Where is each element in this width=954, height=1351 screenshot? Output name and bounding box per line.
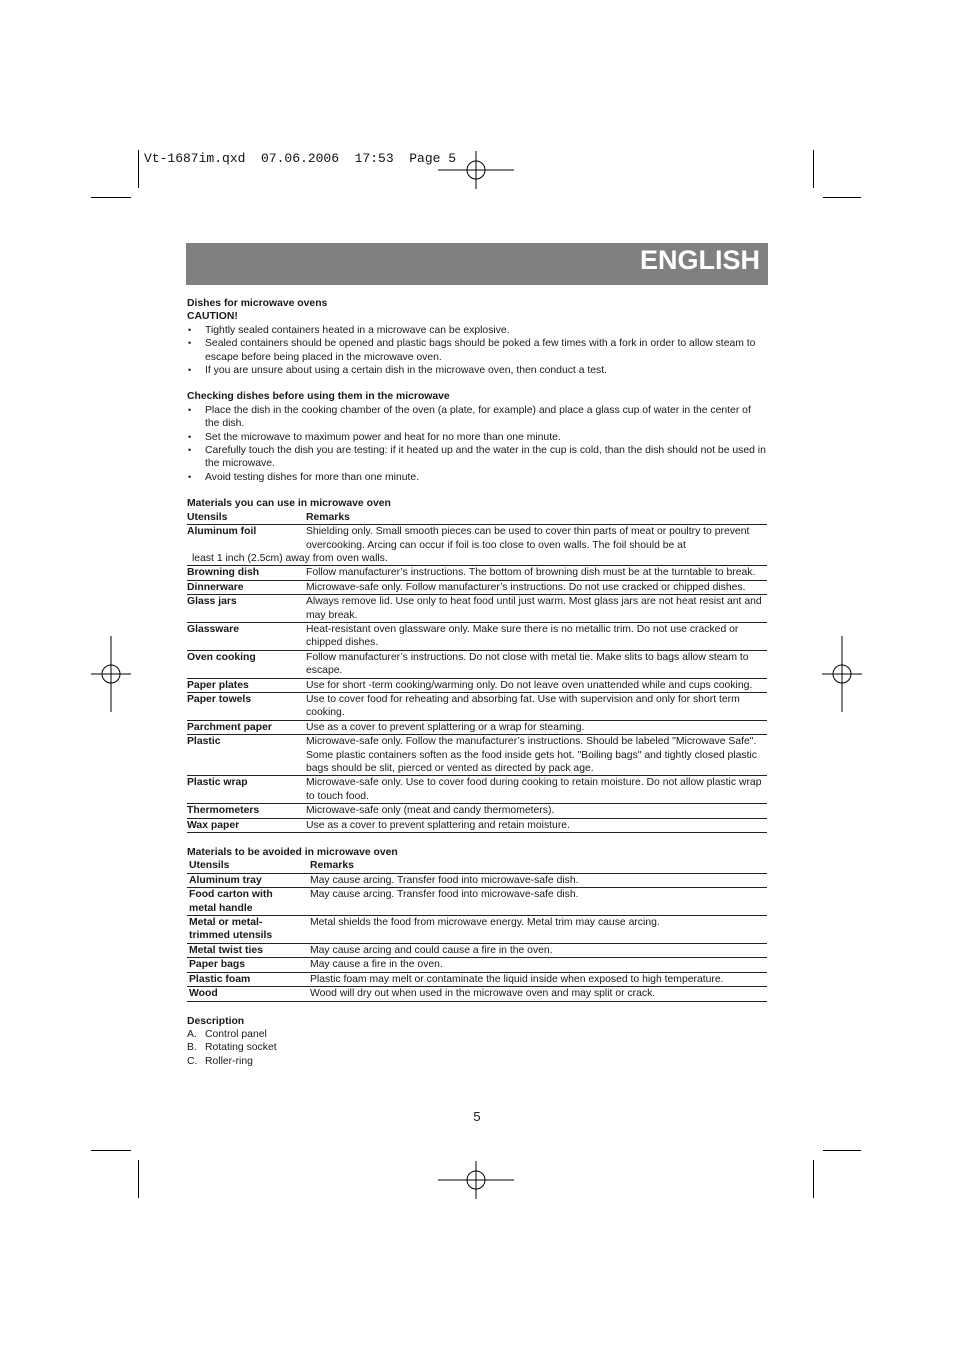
list-item: • Place the dish in the cooking chamber of the oven (a plate, for example) and place a glass cup of water in the center of the dish. <box>187 404 767 431</box>
remark-cell: May cause arcing. Transfer food into microwave-safe dish. <box>310 889 579 901</box>
remark-cell: Microwave-safe only. Follow manufacturer’s instructions. Do not use cracked or chipped dishes. <box>306 581 746 593</box>
utensil-cell: Metal twist ties <box>189 944 263 956</box>
table-row <box>187 678 767 692</box>
section-heading: Checking dishes before using them in the microwave <box>187 391 450 403</box>
utensil-cell: Aluminum tray <box>189 874 262 886</box>
registration-mark-icon <box>804 636 880 712</box>
registration-mark-icon <box>73 636 149 712</box>
list-item: • Tightly sealed containers heated in a microwave can be explosive. <box>187 324 767 337</box>
table-row <box>187 735 767 776</box>
caution-list <box>187 324 767 378</box>
section-heading: Description <box>187 1015 245 1027</box>
crop-mark <box>823 1150 861 1151</box>
table-row <box>187 580 767 594</box>
column-header-remarks: Remarks <box>310 860 354 872</box>
remark-cell: Heat-resistant oven glassware only. Make sure there is no metallic trim. Do not use cracked or chipped dishes. <box>306 623 739 649</box>
list-item <box>187 1055 767 1068</box>
crop-mark <box>138 1160 139 1198</box>
description-list <box>187 1028 767 1068</box>
table-row <box>187 943 767 957</box>
utensil-cell: Metal or metal-trimmed utensils <box>189 917 273 942</box>
utensil-cell: Oven cooking <box>187 651 256 663</box>
table-row <box>187 622 767 650</box>
remark-cell: Plastic foam may melt or contaminate the liquid inside when exposed to high temperature. <box>310 973 724 985</box>
utensil-cell: Glassware <box>187 623 239 635</box>
crop-mark <box>138 150 139 188</box>
utensil-cell: Wood <box>189 988 218 1000</box>
registration-mark-icon <box>438 132 514 208</box>
remark-cell: May cause a fire in the oven. <box>310 959 443 971</box>
item-text: Control panel <box>205 1028 267 1040</box>
remark-cell: Metal shields the food from microwave energy. Metal trim may cause arcing. <box>310 917 660 929</box>
remark-cell: Use for short -term cooking/warming only. Do not leave oven unattended while and cups cooking. <box>306 679 753 691</box>
remark-cell: Wood will dry out when used in the microwave oven and may split or crack. <box>310 988 656 1000</box>
table-row <box>187 873 767 887</box>
remark-cell: May cause arcing and could cause a fire in the oven. <box>310 944 553 956</box>
list-item: • If you are unsure about using a certain dish in the microwave oven, then conduct a test. <box>187 364 767 377</box>
registration-mark-icon <box>438 1142 514 1218</box>
utensil-cell: Plastic foam <box>189 973 251 985</box>
print-slug: Vt-1687im.qxd 07.06.2006 17:53 Page 5 <box>144 151 457 166</box>
crop-mark <box>91 1150 131 1151</box>
table-row <box>187 720 767 734</box>
utensil-cell: Parchment paper <box>187 721 272 733</box>
utensil-cell: Paper towels <box>187 693 252 705</box>
utensil-cell: Aluminum foil <box>187 526 257 538</box>
table-row <box>187 650 767 678</box>
table-row <box>187 525 767 566</box>
item-text: Rotating socket <box>205 1042 277 1054</box>
table-row <box>187 916 767 944</box>
utensil-cell: Food carton with metal handle <box>189 889 273 914</box>
column-header-utensils: Utensils <box>187 511 228 523</box>
table-row <box>187 595 767 623</box>
crop-mark <box>813 150 814 188</box>
item-letter: B. <box>187 1042 197 1054</box>
utensil-cell: Dinnerware <box>187 581 244 593</box>
item-letter: A. <box>187 1028 197 1040</box>
section-heading: Dishes for microwave ovens <box>187 298 328 309</box>
table-row <box>187 776 767 804</box>
table-row <box>187 987 767 1001</box>
remark-text: Shielding only. Small smooth pieces can be used to cover thin parts of meat or poultry to prevent overcooking. Arcing can occur if foil is too close to oven walls. The foil should be at <box>306 526 750 551</box>
remark-cell: Use to cover food for reheating and absorbing fat. Use with supervision and only for short term cooking. <box>306 693 740 719</box>
utensil-cell: Thermometers <box>187 805 260 817</box>
crop-mark <box>823 197 861 198</box>
remark-cell: Use as a cover to prevent splattering and retain moisture. <box>306 819 570 831</box>
remark-cell: Microwave-safe only. Follow the manufacturer’s instructions. Should be labeled "Microwave Safe". Some plastic containers soften as the food inside gets hot. "Boiling bags" and tightly closed plastic bags should be slit, pierced or vented as directed by pack age. <box>306 736 757 774</box>
crop-mark <box>91 197 131 198</box>
remark-cell: Always remove lid. Use only to heat food until just warm. Most glass jars are not heat resist ant and may break. <box>306 596 762 621</box>
remark-continuation: least 1 inch (2.5cm) away from oven walls. <box>192 552 388 564</box>
table-row <box>187 972 767 986</box>
table-row <box>187 692 767 720</box>
caution-label: CAUTION! <box>187 311 238 323</box>
table-row <box>187 566 767 580</box>
utensil-cell: Plastic <box>187 736 221 748</box>
table-row <box>187 888 767 916</box>
utensil-cell: Plastic wrap <box>187 777 248 789</box>
remark-cell: Follow manufacturer’s instructions. The bottom of browning dish must be at the turntable to break. <box>306 567 756 579</box>
column-header-utensils: Utensils <box>189 860 230 872</box>
utensil-cell: Glass jars <box>187 596 237 608</box>
list-item: • Carefully touch the dish you are testing: if it heated up and the water in the cup is cold, than the dish should not be used in the microwave. <box>187 444 767 471</box>
remark-cell: Microwave-safe only (meat and candy thermometers). <box>306 805 555 817</box>
remark-cell: Use as a cover to prevent splattering or a wrap for steaming. <box>306 721 585 733</box>
language-banner <box>186 243 768 285</box>
column-header-remarks: Remarks <box>306 511 350 523</box>
table-row <box>187 818 767 832</box>
list-item: • Sealed containers should be opened and plastic bags should be poked a few times with a fork in order to allow steam to escape before being placed in the microwave oven. <box>187 337 767 364</box>
checking-list <box>187 404 767 484</box>
utensil-cell: Paper bags <box>189 959 246 971</box>
page-content <box>187 297 767 1068</box>
section-heading: Materials you can use in microwave oven <box>187 498 391 510</box>
list-item: • Set the microwave to maximum power and heat for no more than one minute. <box>187 431 767 444</box>
utensil-cell: Wax paper <box>187 819 240 831</box>
table-row <box>187 958 767 972</box>
item-letter: C. <box>187 1055 198 1067</box>
item-text: Roller-ring <box>205 1055 253 1067</box>
remark-cell: Follow manufacturer’s instructions. Do not close with metal tie. Make slits to bags allow steam to escape. <box>306 651 749 677</box>
remark-cell: May cause arcing. Transfer food into microwave-safe dish. <box>310 874 579 886</box>
materials-use-table <box>187 511 767 833</box>
crop-mark <box>813 1160 814 1198</box>
page-number: 5 <box>473 1109 481 1124</box>
utensil-cell: Paper plates <box>187 679 249 691</box>
materials-avoid-table <box>187 859 767 1001</box>
list-item <box>187 1028 767 1041</box>
remark-cell: Microwave-safe only. Use to cover food during cooking to retain moisture. Do not allow plastic wrap to touch food. <box>306 777 762 802</box>
list-item: • Avoid testing dishes for more than one minute. <box>187 471 767 484</box>
table-row <box>187 804 767 818</box>
list-item <box>187 1041 767 1054</box>
section-heading: Materials to be avoided in microwave oven <box>187 847 398 859</box>
banner-title: ENGLISH <box>639 245 760 275</box>
utensil-cell: Browning dish <box>187 567 260 579</box>
